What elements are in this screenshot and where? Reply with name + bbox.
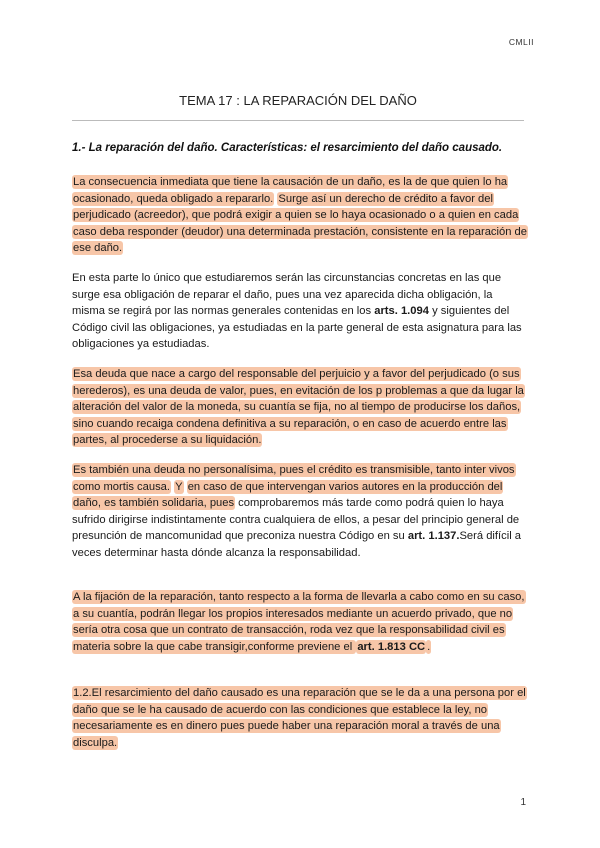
legal-reference: art. 1.813 CC <box>357 640 426 653</box>
highlight: La consecuencia inmediata que tiene la causación de un daño, es la de que quien lo ha ocasionado, queda obligado a repararlo. <box>73 176 508 205</box>
paragraph-2 <box>72 270 527 353</box>
paragraph-6 <box>72 685 527 751</box>
document-header-code: CMLII <box>508 37 534 47</box>
page-title: TEMA 17 : LA REPARACIÓN DEL DAÑO <box>179 93 417 108</box>
legal-reference: arts. 1.094 <box>374 305 429 317</box>
title-divider <box>72 120 524 121</box>
legal-reference: art. 1.137. <box>407 530 460 542</box>
paragraph-3 <box>72 366 527 449</box>
highlight: en caso de que intervengan varios autores en la producción del daño, es también solidaria, pues <box>73 480 503 509</box>
highlight: Esa deuda que nace a cargo del responsable del perjuicio y a favor del perjudicado (o sus herederos), es una deuda de valor, pues, en evitación de los p problemas a que da lugar la alteración del valor de la moneda, su cuantía se fija, no al tiempo de producirse los daños, sino cuando recaiga condena definitiva a su reparación, o en caso de acuerdo entre las partes, al procederse a su liquidación. <box>73 368 524 446</box>
highlight: 1.2.El resarcimiento del daño causado es una reparación que se le da a una persona por el daño que se le ha causado de acuerdo con las condiciones que establece la ley, no necesariamente es en dinero pues puede haber una reparación moral a través de una disculpa. <box>73 687 526 749</box>
highlight <box>356 640 426 654</box>
paragraph-text: comprobaremos más tarde como podrá quien lo haya sufrido dirigirse indistintamente contra cualquiera de ellos, a pesar del principio general de presunción de mancomunidad que preconiza nuestra Código en su <box>72 497 520 542</box>
highlight: A la fijación de la reparación, tanto respecto a la forma de llevarla a cabo como en su caso, a su cuantía, podrán llegar los propios interesados mediante un acuerdo privado, que no sería otra cosa que un contrato de transacción, roda vez que la responsabilidad civil es materia sobre la que cabe transigir,conforme previene el <box>73 591 525 653</box>
paragraph-text: En esta parte lo único que estudiaremos serán las circunstancias concretas en las que surge esa obligación de reparar el daño, pues una vez aparecida dicha obligación, la misma se regirá por las normas generales contenidas en los <box>72 272 502 317</box>
section-heading: 1.- La reparación del daño. Características: el resarcimiento del daño causado. <box>72 142 503 154</box>
paragraph-4 <box>72 462 527 561</box>
paragraph-text: y siguientes del Código civil las obligaciones, ya estudiadas en la parte general de esta asignatura para las obligaciones ya estudiadas. <box>72 305 522 350</box>
paragraph-text: Será difícil a veces determinar hasta dónde alcanza la responsabilidad. <box>72 530 522 559</box>
paragraph-1 <box>72 174 527 257</box>
highlight: Y <box>175 480 183 493</box>
page-number: 1 <box>520 797 526 808</box>
highlight: . <box>427 640 431 653</box>
highlight: Surge así un derecho de crédito a favor del perjudicado (acreedor), que podrá exigir a quien se lo haya ocasionado o a quien en cada caso deba responder (deudor) una determinada prestación, consistente en la reparación de ese daño. <box>73 192 528 254</box>
highlight: Es también una deuda no personalísima, pues el crédito es transmisible, tanto inter vivos como mortis causa. <box>73 464 515 493</box>
paragraph-5 <box>72 589 527 655</box>
